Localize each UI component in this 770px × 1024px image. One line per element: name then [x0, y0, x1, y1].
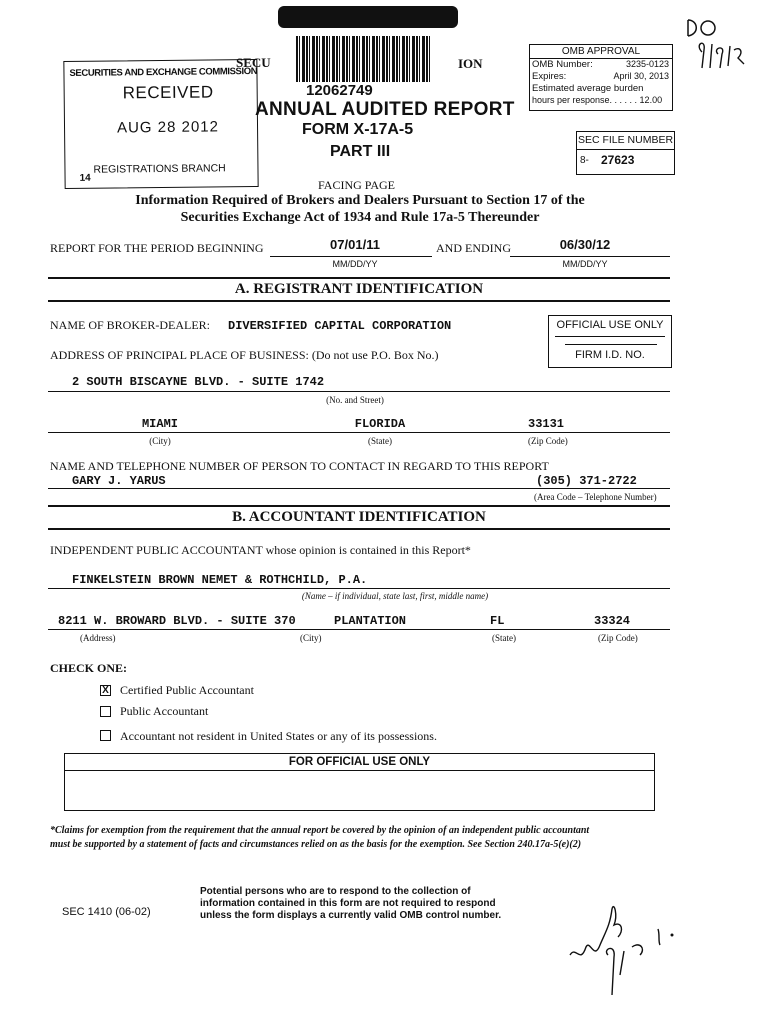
public-accountant-label: Public Accountant [120, 704, 209, 718]
contact-phone: (305) 371-2722 [536, 474, 637, 488]
handwritten-signature-bottom [560, 895, 690, 1000]
sec-file-value: 27623 [601, 153, 635, 167]
notice-line-1: Potential persons who are to respond to the collection of [200, 886, 471, 897]
period-end-label: AND ENDING [436, 241, 511, 255]
info-line-1: Information Required of Brokers and Dealers Pursuant to Section 17 of the [135, 193, 585, 208]
contact-name: GARY J. YARUS [72, 474, 166, 488]
accountant-zip: 33324 [594, 614, 631, 628]
accountant-address: 8211 W. BROWARD BLVD. - SUITE 370 [58, 614, 296, 628]
redaction-bar [278, 6, 458, 28]
header-partial-right: ION [458, 56, 483, 71]
period-begin-label: REPORT FOR THE PERIOD BEGINNING [50, 241, 264, 255]
received-stamp [63, 59, 258, 189]
broker-dealer-value: DIVERSIFIED CAPITAL CORPORATION [228, 319, 452, 333]
doc-number: 12062749 [306, 82, 373, 99]
header-partial-left: SECU [236, 55, 271, 70]
report-title: ANNUAL AUDITED REPORT [255, 99, 515, 120]
notice-line-2: information contained in this form are not required to respond [200, 898, 496, 909]
broker-dealer-label: NAME OF BROKER-DEALER: [50, 318, 211, 332]
accountant-state-caption: (State) [492, 633, 516, 643]
zip-value: 33131 [528, 417, 565, 431]
official-use-label: OFFICIAL USE ONLY [556, 319, 664, 331]
firm-id-label: FIRM I.D. NO. [575, 349, 645, 361]
sec-file-label: SEC FILE NUMBER [577, 134, 674, 146]
sec-file-prefix: 8- [580, 155, 589, 166]
period-begin-value: 07/01/11 [330, 237, 380, 252]
state-value: FLORIDA [354, 417, 406, 431]
accountant-city: PLANTATION [334, 614, 407, 628]
state-caption: (State) [368, 436, 392, 446]
accountant-name-caption: (Name – if individual, state last, first, middle name) [301, 591, 489, 601]
period-end-format: MM/DD/YY [562, 259, 608, 269]
street-value: 2 SOUTH BISCAYNE BLVD. - SUITE 1742 [72, 375, 325, 389]
stamp-number: 14 [79, 172, 91, 184]
section-b-title: B. ACCOUNTANT IDENTIFICATION [232, 509, 486, 525]
notice-line-3: unless the form displays a currently valid OMB control number. [200, 910, 502, 921]
non-resident-checkbox[interactable] [100, 730, 111, 741]
phone-caption: (Area Code – Telephone Number) [534, 492, 657, 502]
info-line-2: Securities Exchange Act of 1934 and Rule 17a-5 Thereunder [180, 210, 540, 225]
cpa-checkbox[interactable]: X [100, 685, 111, 696]
street-caption: (No. and Street) [326, 395, 384, 405]
city-caption: (City) [149, 436, 171, 446]
footnote-line-2: must be supported by a statement of facts and circumstances relied on as the basis for the exemption. See Section 240.17a-5(e)(2) [50, 839, 582, 850]
part-title: PART III [330, 143, 391, 160]
section-a-title: A. REGISTRANT IDENTIFICATION [234, 281, 484, 297]
public-accountant-checkbox[interactable] [100, 706, 111, 717]
check-one-label: CHECK ONE: [50, 661, 128, 675]
official-use-only-label: FOR OFFICIAL USE ONLY [288, 756, 431, 768]
stamp-date: AUG 28 2012 [116, 118, 220, 137]
footnote-line-1: *Claims for exemption from the requirement that the annual report be covered by the opinion of an independent public accountant [50, 825, 590, 836]
handwritten-initials-top-right [680, 14, 760, 72]
zip-caption: (Zip Code) [528, 436, 568, 446]
omb-approval-box [529, 44, 673, 111]
address-label: ADDRESS OF PRINCIPAL PLACE OF BUSINESS: (Do not use P.O. Box No.) [50, 348, 439, 362]
omb-number-value: 3235-0123 [625, 59, 669, 69]
omb-title: OMB APPROVAL [561, 46, 641, 57]
omb-number-label: OMB Number: [532, 59, 593, 70]
accountant-firm: FINKELSTEIN BROWN NEMET & ROTHCHILD, P.A. [72, 573, 368, 587]
facing-page: FACING PAGE [318, 178, 396, 192]
stamp-branch: REGISTRATIONS BRANCH [93, 162, 226, 176]
omb-burden-line-1: Estimated average burden [532, 83, 644, 94]
omb-expires-value: April 30, 2013 [613, 71, 669, 81]
stamp-agency: SECURITIES AND EXCHANGE COMMISSION [69, 65, 258, 79]
accountant-label: INDEPENDENT PUBLIC ACCOUNTANT whose opinion is contained in this Report* [50, 543, 471, 557]
city-value: MIAMI [141, 417, 178, 431]
official-use-box [548, 315, 672, 368]
accountant-state: FL [490, 614, 505, 628]
accountant-zip-caption: (Zip Code) [598, 633, 638, 643]
omb-expires-label: Expires: [532, 71, 567, 82]
official-use-only-box [64, 753, 655, 811]
form-title: FORM X-17A-5 [302, 121, 414, 138]
cpa-option-label: Certified Public Accountant [120, 683, 254, 697]
accountant-city-caption: (City) [300, 633, 322, 643]
period-end-value: 06/30/12 [559, 237, 611, 252]
accountant-address-caption: (Address) [80, 633, 116, 643]
period-begin-format: MM/DD/YY [332, 259, 378, 269]
form-code: SEC 1410 (06-02) [62, 906, 151, 918]
omb-burden-line-2: hours per response. . . . . . 12.00 [532, 95, 663, 105]
stamp-received: RECEIVED [122, 82, 214, 103]
contact-label: NAME AND TELEPHONE NUMBER OF PERSON TO CONTACT IN REGARD TO THIS REPORT [50, 459, 549, 473]
sec-file-number-box [576, 131, 675, 175]
barcode [296, 36, 432, 82]
non-resident-label: Accountant not resident in United States or any of its possessions. [120, 729, 437, 743]
